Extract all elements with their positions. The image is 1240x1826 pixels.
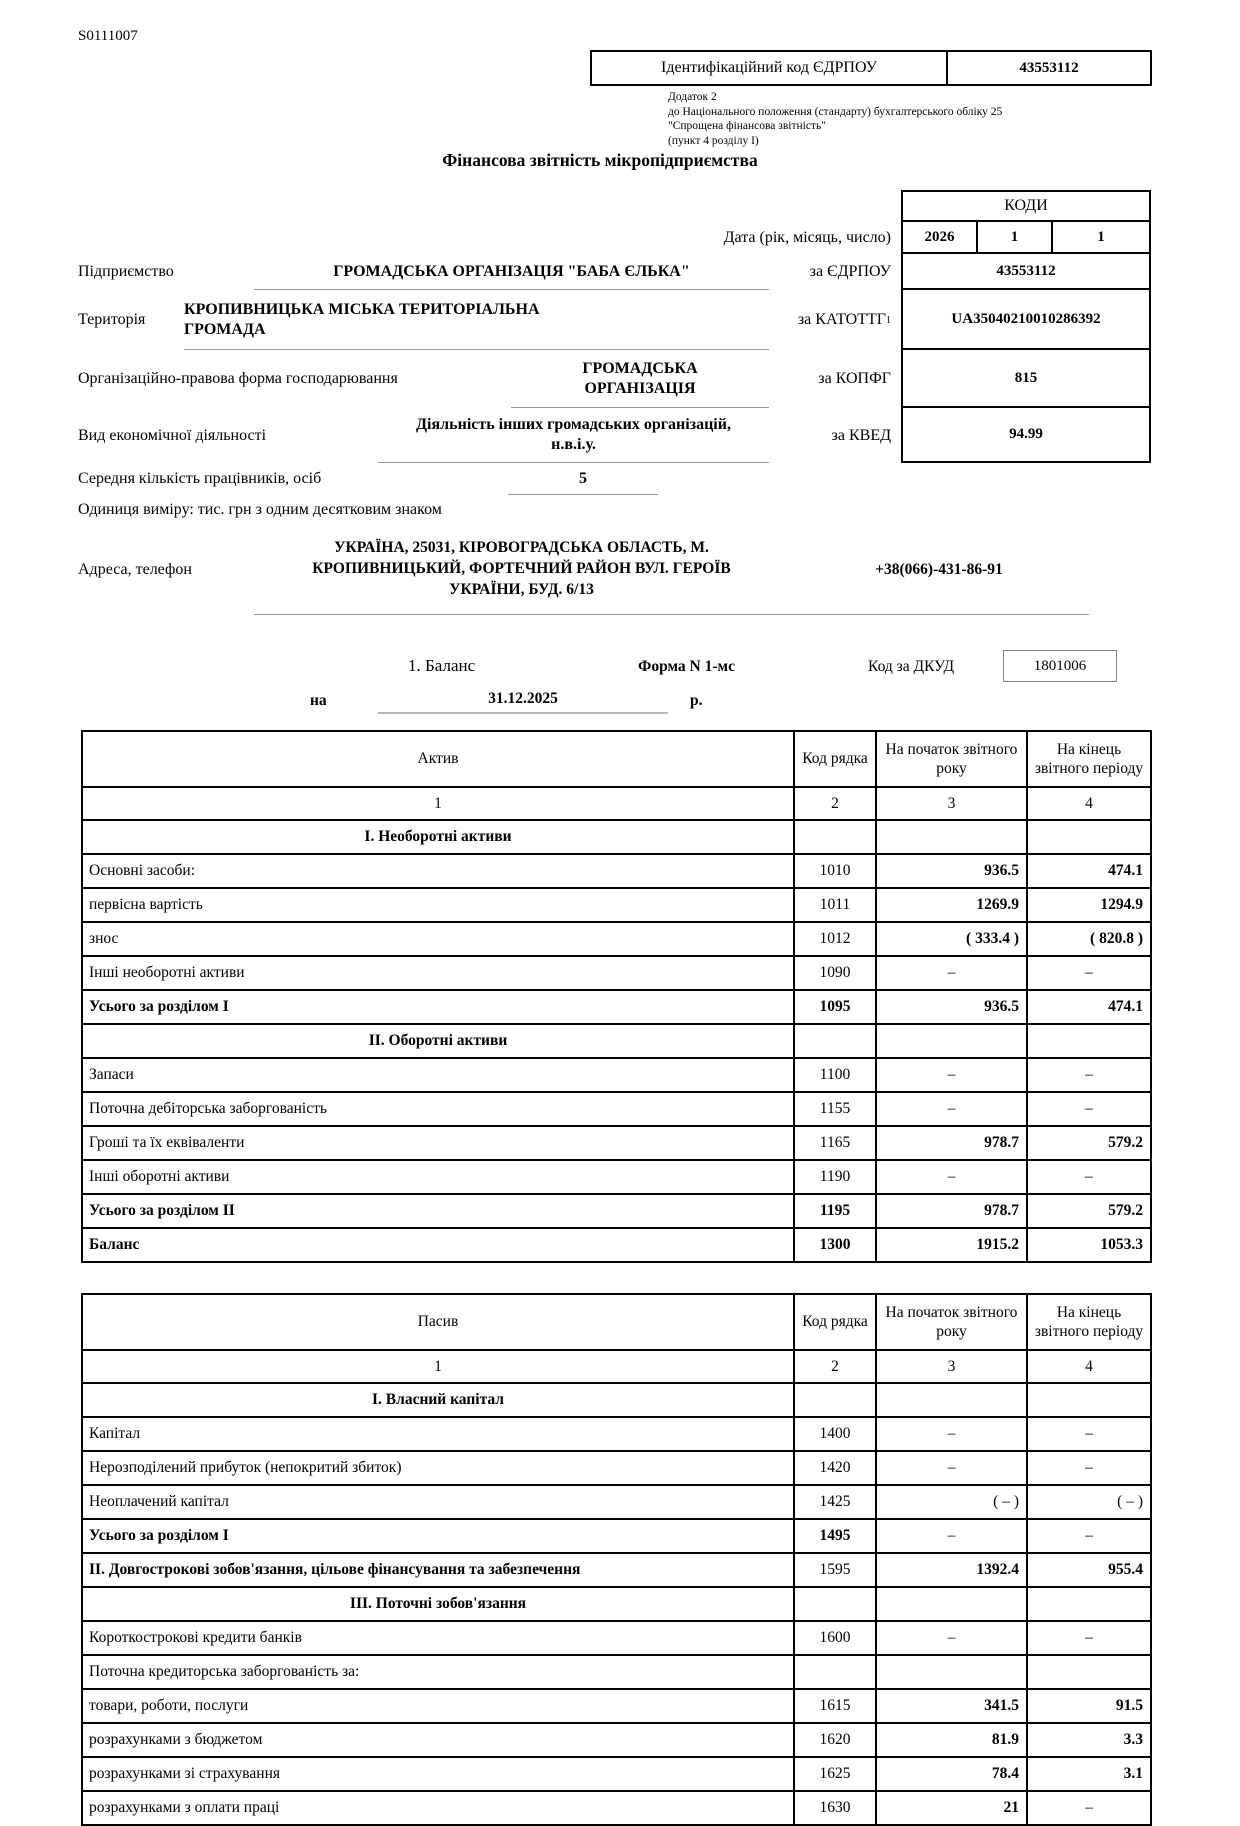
date-row xyxy=(78,222,1151,254)
row-value-start xyxy=(876,1655,1027,1689)
activity-row xyxy=(78,408,1151,463)
row-label: Гроші та їх еквіваленти xyxy=(82,1126,794,1160)
table-header-row xyxy=(82,731,1151,787)
katottg-label-text: за КАТОТТГ xyxy=(797,311,886,328)
row-code: 1300 xyxy=(794,1228,876,1262)
row-value-start: – xyxy=(876,1160,1027,1194)
territory-label: Територія xyxy=(78,311,146,329)
row-label: Короткострокові кредити банків xyxy=(82,1621,794,1655)
column-number-row xyxy=(82,1350,1151,1383)
row-label: Інші необоротні активи xyxy=(82,956,794,990)
table-row xyxy=(82,1553,1151,1587)
table-row xyxy=(82,1519,1151,1553)
empty-cell xyxy=(876,1587,1027,1621)
column-number: 1 xyxy=(82,1350,794,1383)
address-value-wrap xyxy=(254,525,1089,615)
workers-row xyxy=(78,463,1151,495)
row-code: 1155 xyxy=(794,1092,876,1126)
form-type-label: Форма N 1-мс xyxy=(638,658,735,675)
row-value-start: – xyxy=(876,1417,1027,1451)
column-header: Код рядка xyxy=(794,1294,876,1350)
date-year: 2026 xyxy=(903,222,978,252)
column-header: На кінець звітного періоду xyxy=(1027,731,1151,787)
row-label: розрахунками з бюджетом xyxy=(82,1723,794,1757)
katottg-code-value: UA35040210010286392 xyxy=(901,290,1151,350)
kopfg-code-label: за КОПФГ xyxy=(818,370,891,387)
table-row xyxy=(82,888,1151,922)
row-label: товари, роботи, послуги xyxy=(82,1689,794,1723)
row-value-end: ( – ) xyxy=(1027,1485,1151,1519)
legal-form-label: Організаційно-правова форма господарювання xyxy=(78,370,398,388)
dkud-label: Код за ДКУД xyxy=(868,658,955,675)
row-label: Поточна дебіторська заборгованість xyxy=(82,1092,794,1126)
enterprise-label: Підприємство xyxy=(78,263,174,281)
row-code: 1095 xyxy=(794,990,876,1024)
row-label: Запаси xyxy=(82,1058,794,1092)
edrpou-header-box xyxy=(590,50,1152,86)
edrpou-code-value: 43553112 xyxy=(901,254,1151,290)
address-value xyxy=(254,525,789,614)
row-code: 1012 xyxy=(794,922,876,956)
unit-row: Одиниця виміру: тис. грн з одним десятковим знаком xyxy=(78,501,442,518)
kopfg-code-value: 815 xyxy=(901,350,1151,408)
row-code: 1100 xyxy=(794,1058,876,1092)
row-code: 1595 xyxy=(794,1553,876,1587)
row-value-end: 474.1 xyxy=(1027,854,1151,888)
row-label: ІІ. Довгострокові зобов'язання, цільове фінансування та забезпечення xyxy=(82,1553,794,1587)
row-value-start: – xyxy=(876,1092,1027,1126)
row-label: Нерозподілений прибуток (непокритий збиток) xyxy=(82,1451,794,1485)
empty-cell xyxy=(794,820,876,854)
appendix-note xyxy=(668,90,1002,148)
empty-cell xyxy=(794,1587,876,1621)
table-row xyxy=(82,1451,1151,1485)
row-code: 1425 xyxy=(794,1485,876,1519)
spacer xyxy=(78,190,901,222)
empty-cell xyxy=(1027,1383,1151,1417)
row-value-end: – xyxy=(1027,956,1151,990)
section-label: ІІ. Оборотні активи xyxy=(82,1024,794,1058)
balance-tables xyxy=(78,730,1151,1826)
workers-label: Середня кількість працівників, осіб xyxy=(78,470,322,488)
row-value-end: 1294.9 xyxy=(1027,888,1151,922)
row-value-start: 1392.4 xyxy=(876,1553,1027,1587)
row-value-end: 3.3 xyxy=(1027,1723,1151,1757)
empty-cell xyxy=(794,1383,876,1417)
kved-code-label: за КВЕД xyxy=(831,426,891,444)
legal-form-row xyxy=(78,350,1151,408)
table-row xyxy=(82,990,1151,1024)
row-value-end: 3.1 xyxy=(1027,1757,1151,1791)
row-value-start: – xyxy=(876,1451,1027,1485)
dkud-value-box: 1801006 xyxy=(1003,650,1117,682)
company-info-section xyxy=(78,190,1151,615)
row-value-start: ( 333.4 ) xyxy=(876,922,1027,956)
row-value-end: 579.2 xyxy=(1027,1126,1151,1160)
table-row xyxy=(82,1655,1151,1689)
row-value-end: 474.1 xyxy=(1027,990,1151,1024)
date-suffix: р. xyxy=(690,692,703,709)
row-label: Баланс xyxy=(82,1228,794,1262)
table-row xyxy=(82,1757,1151,1791)
row-label: Усього за розділом ІІ xyxy=(82,1194,794,1228)
row-label: Неоплачений капітал xyxy=(82,1485,794,1519)
empty-cell xyxy=(876,820,1027,854)
section-label: І. Власний капітал xyxy=(82,1383,794,1417)
kved-code-value: 94.99 xyxy=(901,408,1151,463)
appendix-line: (пункт 4 розділу І) xyxy=(668,134,759,147)
row-code: 1195 xyxy=(794,1194,876,1228)
empty-cell xyxy=(794,1024,876,1058)
table-row xyxy=(82,820,1151,854)
row-code: 1630 xyxy=(794,1791,876,1825)
column-number: 4 xyxy=(1027,1350,1151,1383)
activity-label: Вид економічної діяльності xyxy=(78,426,267,444)
row-value-end: – xyxy=(1027,1621,1151,1655)
column-number: 2 xyxy=(794,787,876,820)
liabilities-column-title: Пасив xyxy=(82,1294,794,1350)
row-code: 1400 xyxy=(794,1417,876,1451)
date-month: 1 xyxy=(978,222,1053,252)
address-text: УКРАЇНА, 25031, КІРОВОГРАДСЬКА ОБЛАСТЬ, М. КРОПИВНИЦЬКИЙ, ФОРТЕЧНИЙ РАЙОН ВУЛ. ГЕРОЇВ УКРАЇНИ, БУД. 6/13 xyxy=(312,539,731,598)
appendix-line: до Національного положення (стандарту) бухгалтерського обліку 25 xyxy=(668,105,1003,118)
row-label: знос xyxy=(82,922,794,956)
section-label: ІІІ. Поточні зобов'язання xyxy=(82,1587,794,1621)
row-code: 1625 xyxy=(794,1757,876,1791)
territory-value xyxy=(184,290,769,350)
row-label: Усього за розділом І xyxy=(82,1519,794,1553)
row-value-end: – xyxy=(1027,1417,1151,1451)
table-row xyxy=(82,1058,1151,1092)
table-row xyxy=(82,1126,1151,1160)
row-value-start: 341.5 xyxy=(876,1689,1027,1723)
table-row xyxy=(82,1587,1151,1621)
row-value-start: – xyxy=(876,1519,1027,1553)
row-label: Поточна кредиторська заборгованість за: xyxy=(82,1655,794,1689)
workers-value: 5 xyxy=(508,463,658,495)
row-value-end: – xyxy=(1027,1519,1151,1553)
assets-table xyxy=(81,730,1152,1263)
table-header-row xyxy=(82,1294,1151,1350)
column-header: На початок звітного року xyxy=(876,731,1027,787)
section-label: І. Необоротні активи xyxy=(82,820,794,854)
activity-name: Діяльність інших громадських організацій, н.в.і.у. xyxy=(416,416,731,453)
document-title: Фінансова звітність мікропідприємства xyxy=(442,150,758,170)
row-value-start: 1915.2 xyxy=(876,1228,1027,1262)
column-header: На кінець звітного періоду xyxy=(1027,1294,1151,1350)
territory-row xyxy=(78,290,1151,350)
table-row xyxy=(82,1723,1151,1757)
table-row xyxy=(82,1621,1151,1655)
table-row xyxy=(82,1417,1151,1451)
column-header: Код рядка xyxy=(794,731,876,787)
row-value-end: 91.5 xyxy=(1027,1689,1151,1723)
table-row xyxy=(82,1024,1151,1058)
enterprise-value xyxy=(254,254,769,290)
balance-section xyxy=(78,648,1151,1826)
table-row xyxy=(82,1689,1151,1723)
row-value-end: – xyxy=(1027,1058,1151,1092)
row-code xyxy=(794,1655,876,1689)
empty-cell xyxy=(1027,1024,1151,1058)
column-header: На початок звітного року xyxy=(876,1294,1027,1350)
row-value-end xyxy=(1027,1655,1151,1689)
row-value-start: 936.5 xyxy=(876,990,1027,1024)
phone-value: +38(066)-431-86-91 xyxy=(875,560,1003,578)
column-number: 2 xyxy=(794,1350,876,1383)
codes-header: КОДИ xyxy=(901,190,1151,222)
empty-cell xyxy=(1027,1587,1151,1621)
table-row xyxy=(82,1485,1151,1519)
row-value-start: 78.4 xyxy=(876,1757,1027,1791)
row-label: Усього за розділом І xyxy=(82,990,794,1024)
column-number: 1 xyxy=(82,787,794,820)
row-value-end: 955.4 xyxy=(1027,1553,1151,1587)
row-code: 1165 xyxy=(794,1126,876,1160)
table-row xyxy=(82,1160,1151,1194)
row-value-start: 978.7 xyxy=(876,1126,1027,1160)
row-code: 1010 xyxy=(794,854,876,888)
column-number: 3 xyxy=(876,1350,1027,1383)
row-value-start: – xyxy=(876,1621,1027,1655)
row-label: розрахунками зі страхування xyxy=(82,1757,794,1791)
row-value-end: – xyxy=(1027,1451,1151,1485)
spacer xyxy=(658,463,1151,495)
report-date-line xyxy=(78,686,1151,722)
row-code: 1615 xyxy=(794,1689,876,1723)
appendix-line: "Спрощена фінансова звітність" xyxy=(668,120,826,132)
table-row xyxy=(82,1383,1151,1417)
edrpou-header-label: Ідентифікаційний код ЄДРПОУ xyxy=(592,52,948,84)
address-label: Адреса, телефон xyxy=(78,561,192,579)
row-value-start: 1269.9 xyxy=(876,888,1027,922)
row-value-end: 1053.3 xyxy=(1027,1228,1151,1262)
row-code: 1420 xyxy=(794,1451,876,1485)
empty-cell xyxy=(1027,820,1151,854)
row-value-start: – xyxy=(876,956,1027,990)
date-prefix: на xyxy=(310,692,327,709)
column-number: 4 xyxy=(1027,787,1151,820)
activity-value xyxy=(378,408,769,463)
row-label: Інші оборотні активи xyxy=(82,1160,794,1194)
row-code: 1190 xyxy=(794,1160,876,1194)
table-row xyxy=(82,956,1151,990)
row-value-end: ( 820.8 ) xyxy=(1027,922,1151,956)
row-value-start: 978.7 xyxy=(876,1194,1027,1228)
territory-name: КРОПИВНИЦЬКА МІСЬКА ТЕРИТОРІАЛЬНА ГРОМАДА xyxy=(184,300,540,338)
row-code: 1090 xyxy=(794,956,876,990)
row-label: Капітал xyxy=(82,1417,794,1451)
report-date: 31.12.2025 xyxy=(378,690,668,714)
table-row xyxy=(82,922,1151,956)
row-value-end: – xyxy=(1027,1160,1151,1194)
legal-form-value xyxy=(511,350,769,408)
row-value-start: – xyxy=(876,1058,1027,1092)
date-day: 1 xyxy=(1097,228,1105,245)
column-number-row xyxy=(82,787,1151,820)
enterprise-name: ГРОМАДСЬКА ОРГАНІЗАЦІЯ "БАБА ЄЛЬКА" xyxy=(333,262,690,280)
table-row xyxy=(82,854,1151,888)
row-value-start: 81.9 xyxy=(876,1723,1027,1757)
row-code: 1620 xyxy=(794,1723,876,1757)
row-value-end: – xyxy=(1027,1791,1151,1825)
table-row xyxy=(82,1092,1151,1126)
form-code: S0111007 xyxy=(78,28,138,44)
katottg-footnote-mark: 1 xyxy=(886,314,891,326)
appendix-line: Додаток 2 xyxy=(668,91,717,103)
row-code: 1600 xyxy=(794,1621,876,1655)
address-row xyxy=(78,525,1151,615)
row-code: 1011 xyxy=(794,888,876,922)
row-value-start: ( – ) xyxy=(876,1485,1027,1519)
row-value-start: 21 xyxy=(876,1791,1027,1825)
edrpou-code-label: за ЄДРПОУ xyxy=(809,263,891,280)
enterprise-row xyxy=(78,254,1151,290)
row-value-end: 579.2 xyxy=(1027,1194,1151,1228)
assets-column-title: Актив xyxy=(82,731,794,787)
liabilities-table xyxy=(81,1293,1152,1826)
empty-cell xyxy=(876,1383,1027,1417)
row-label: Основні засоби: xyxy=(82,854,794,888)
table-row xyxy=(82,1228,1151,1262)
table-row xyxy=(82,1194,1151,1228)
date-label: Дата (рік, місяць, число) xyxy=(723,229,891,246)
column-number: 3 xyxy=(876,787,1027,820)
date-box xyxy=(901,222,1151,254)
row-label: розрахунками з оплати праці xyxy=(82,1791,794,1825)
row-value-end: – xyxy=(1027,1092,1151,1126)
row-value-start: 936.5 xyxy=(876,854,1027,888)
row-label: первісна вартість xyxy=(82,888,794,922)
balance-title-line xyxy=(78,648,1151,686)
table-row xyxy=(82,1791,1151,1825)
legal-form-name: ГРОМАДСЬКА ОРГАНІЗАЦІЯ xyxy=(582,359,698,397)
codes-header-row xyxy=(78,190,1151,222)
balance-section-title: 1. Баланс xyxy=(408,656,476,675)
empty-cell xyxy=(876,1024,1027,1058)
katottg-code-label xyxy=(769,290,901,350)
edrpou-header-value: 43553112 xyxy=(1019,59,1079,76)
row-code: 1495 xyxy=(794,1519,876,1553)
